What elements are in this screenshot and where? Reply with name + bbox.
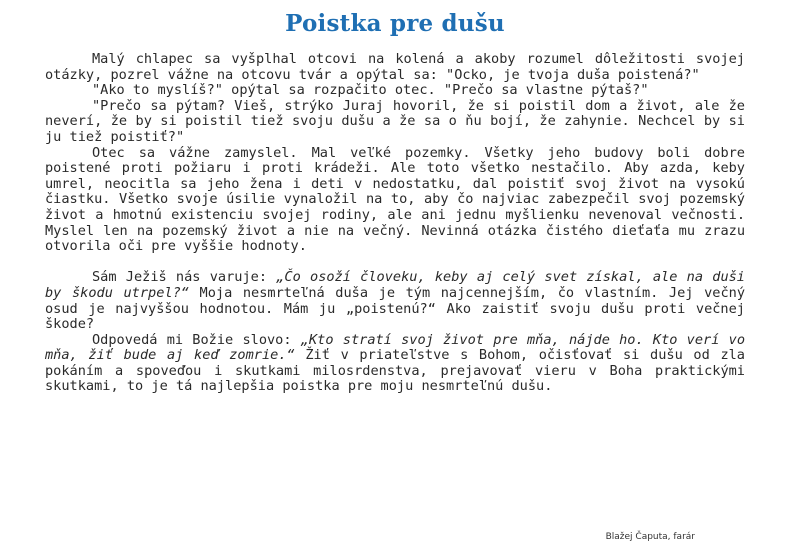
paragraph-text: Odpovedá mi Božie slovo: <box>92 331 301 348</box>
bible-quote: „Kto stratí svoj život pre mňa, nájde ho. Kto verí vo mňa, žiť bude aj keď zomrie.“ <box>45 331 746 364</box>
bible-quote: „Čo osoží človeku, keby aj celý svet získal, ale na duši by škodu utrpel?“ <box>45 269 745 301</box>
paragraph <box>45 99 745 146</box>
paragraph-text: Žiť v priateľstve s Bohom, očisťovať si dušu od zla pokáním a spoveďou i skutkami milosrdenstva, prejavovať vieru v Boha praktickými skutkami, to je tá najlepšia poistka pre moju nesmrteľnú dušu. <box>45 347 745 395</box>
paragraph <box>45 146 745 255</box>
author-signature: Blažej Čaputa, farár <box>605 532 695 542</box>
paragraph <box>45 83 745 99</box>
paragraph <box>45 52 745 83</box>
article-body <box>45 52 745 395</box>
paragraph-text: "Ako to myslíš?" opýtal sa rozpačito otec. "Prečo sa vlastne pýtaš?" <box>92 82 649 99</box>
paragraph-text: Malý chlapec sa vyšplhal otcovi na kolená a akoby rozumel dôležitosti svojej otázky, pozrel vážne na otcovu tvár a opýtal sa: "Ocko, je tvoja duša poistená?" <box>45 51 745 83</box>
paragraph-text: Otec sa vážne zamyslel. Mal veľké pozemky. Všetky jeho budovy boli dobre poistené proti požiaru i proti krádeži. Ale toto všetko nestačilo. Aby azda, keby umrel, neocitla sa jeho žena i deti v nedostatku, dal poistiť svoj život na vysokú čiastku. Všetko svoje úsilie vynaložil na to, aby čo najviac zabezpečil svoj pozemský život a hmotnú existenciu svojej rodiny, ale ani jednu myšlienku nevenoval večnosti. Myslel len na pozemský život a nie na večný. Nevinná otázka čistého dieťaťa mu zrazu otvorila oči pre vyššie hodnoty. <box>45 144 745 255</box>
paragraph-text: Sám Ježiš nás varuje: <box>92 269 277 286</box>
paragraph-text: "Prečo sa pýtam? Vieš, strýko Juraj hovoril, že si poistil dom a život, ale že neverí, že by si poistil tiež svoju dušu a že sa o ňu bojí, že zahynie. Nechcel by si ju tiež poistiť?" <box>45 97 745 145</box>
paragraph-text: Moja nesmrteľná duša je tým najcennejším, čo vlastním. Jej večný osud je najvyššou hodnotou. Mám ju „poistenú?“ Ako zaistiť svoju dušu proti večnej škode? <box>45 284 745 333</box>
article-title: Poistka pre dušu <box>285 10 505 37</box>
paragraph <box>45 333 745 395</box>
paragraph <box>45 270 745 332</box>
